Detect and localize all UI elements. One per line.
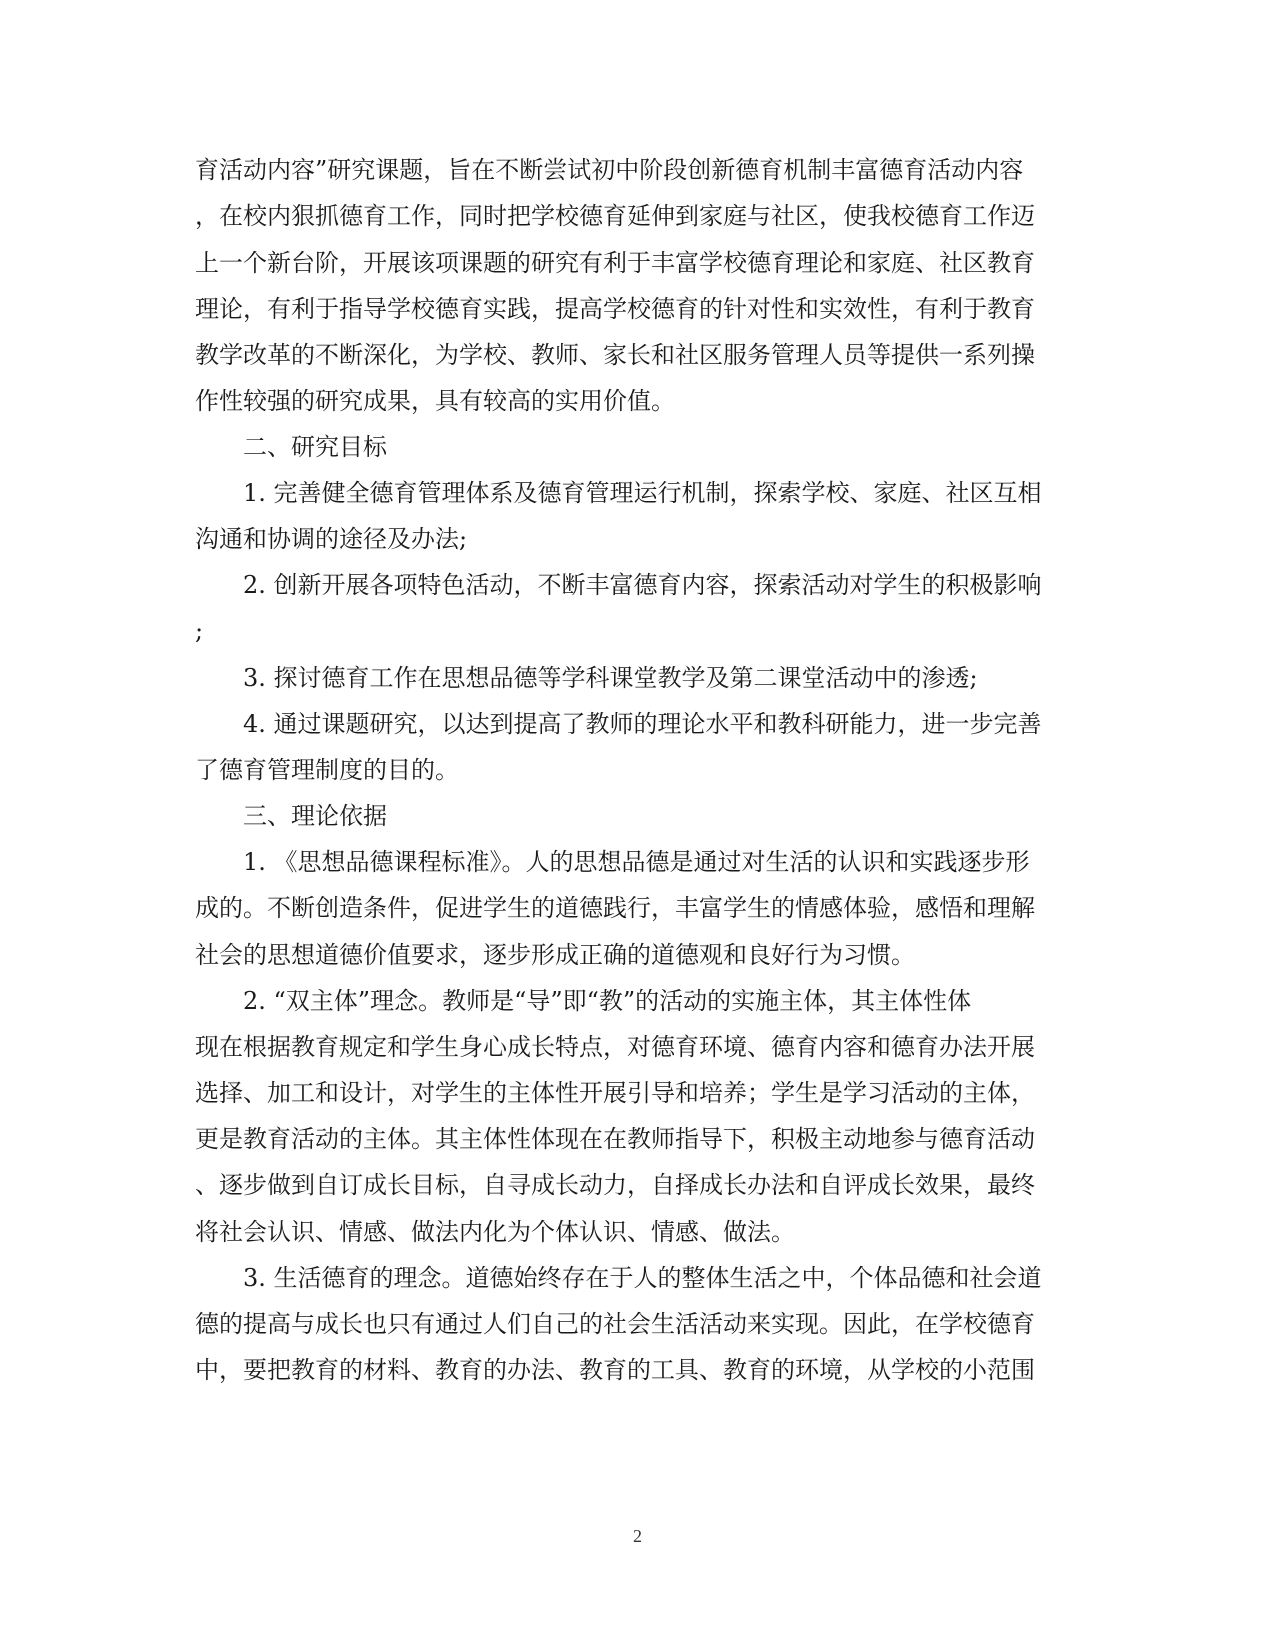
list-item: 3. 探讨德育工作在思想品德等学科课堂教学及第二课堂活动中的渗透; xyxy=(243,664,978,692)
body-line: 作性较强的研究成果，具有较高的实用价值。 xyxy=(195,387,675,415)
list-item: 2. 创新开展各项特色活动，不断丰富德育内容，探索活动对学生的积极影响 xyxy=(243,571,1042,599)
body-line: 上一个新台阶，开展该项课题的研究有利于丰富学校德育理论和家庭、社区教育 xyxy=(195,249,1035,277)
section-heading: 二、研究目标 xyxy=(243,433,387,461)
body-line: 选择、加工和设计，对学生的主体性开展引导和培养；学生是学习活动的主体， xyxy=(195,1079,1035,1107)
body-line: 中，要把教育的材料、教育的办法、教育的工具、教育的环境，从学校的小范围 xyxy=(195,1356,1035,1384)
body-line: 社会的思想道德价值要求，逐步形成正确的道德观和良好行为习惯。 xyxy=(195,941,915,969)
body-line: 成的。不断创造条件，促进学生的道德践行，丰富学生的情感体验，感悟和理解 xyxy=(195,894,1035,922)
body-line: 更是教育活动的主体。其主体性体现在在教师指导下，积极主动地参与德育活动 xyxy=(195,1125,1035,1153)
body-line: 、逐步做到自订成长目标，自寻成长动力，自择成长办法和自评成长效果，最终 xyxy=(195,1171,1035,1199)
body-line: 将社会认识、情感、做法内化为个体认识、情感、做法。 xyxy=(195,1218,795,1246)
page-number: 2 xyxy=(633,1526,642,1546)
list-item: 3. 生活德育的理念。道德始终存在于人的整体生活之中，个体品德和社会道 xyxy=(243,1264,1042,1292)
list-item: 4. 通过课题研究，以达到提高了教师的理论水平和教科研能力，进一步完善 xyxy=(243,710,1042,738)
section-heading: 三、理论依据 xyxy=(243,802,387,830)
body-line: 沟通和协调的途径及办法; xyxy=(195,525,468,553)
body-line: 了德育管理制度的目的。 xyxy=(195,756,459,784)
list-item: 2. “双主体”理念。教师是“导”即“教”的活动的实施主体，其主体性体 xyxy=(243,987,972,1015)
list-item: 1. 完善健全德育管理体系及德育管理运行机制，探索学校、家庭、社区互相 xyxy=(243,479,1042,507)
body-line: ; xyxy=(195,617,204,645)
body-line: 德的提高与成长也只有通过人们自己的社会生活活动来实现。因此，在学校德育 xyxy=(195,1310,1035,1338)
body-line: 育活动内容”研究课题，旨在不断尝试初中阶段创新德育机制丰富德育活动内容 xyxy=(195,156,1024,184)
body-line: 理论，有利于指导学校德育实践，提高学校德育的针对性和实效性，有利于教育 xyxy=(195,295,1035,323)
body-line: 现在根据教育规定和学生身心成长特点，对德育环境、德育内容和德育办法开展 xyxy=(195,1033,1035,1061)
body-line: 教学改革的不断深化，为学校、教师、家长和社区服务管理人员等提供一系列操 xyxy=(195,341,1035,369)
list-item: 1. 《思想品德课程标准》。人的思想品德是通过对生活的认识和实践逐步形 xyxy=(243,848,1030,876)
body-line: ，在校内狠抓德育工作，同时把学校德育延伸到家庭与社区，使我校德育工作迈 xyxy=(195,202,1035,230)
